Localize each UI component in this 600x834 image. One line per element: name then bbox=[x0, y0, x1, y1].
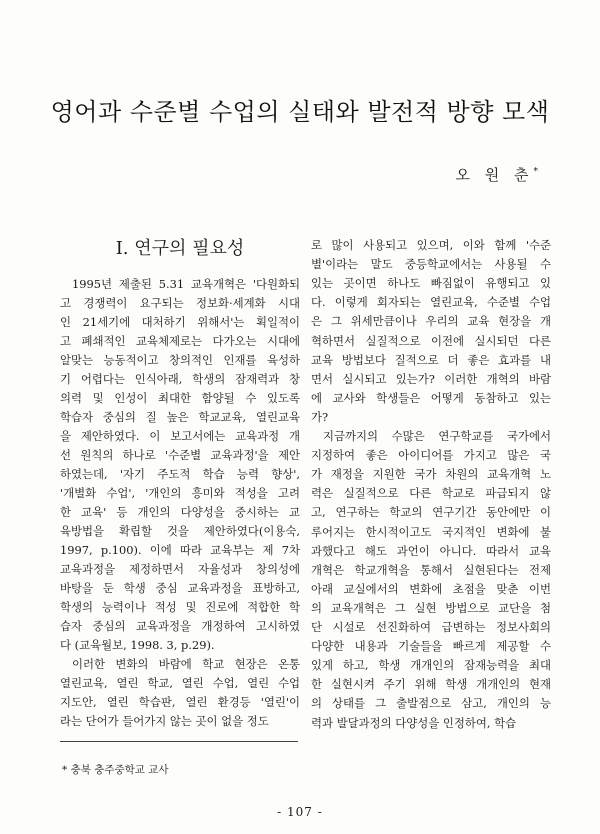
text-line: 교육 방법보다 질적으로 더 좋은 효과를 내 bbox=[311, 352, 551, 367]
text-line: 은 그 위세만큼이나 우리의 교육 현장을 개 bbox=[311, 314, 551, 329]
text-line: 의력 및 인성이 최대한 함양될 수 있도록 bbox=[60, 391, 300, 405]
text-line: 가 재정을 지원한 국가 차원의 교육개혁 노 bbox=[311, 467, 551, 482]
text-line: 별'이라는 말도 중등학교에서는 사용될 수 bbox=[311, 257, 551, 272]
text-line: 다양한 내용과 기술들을 빠르게 제공할 수 bbox=[311, 639, 551, 654]
text-line: 루어지는 한시적이고도 국지적인 변화에 불 bbox=[311, 524, 551, 539]
text-line: 바탕을 둔 학생 중심 교육과정을 표방하고, bbox=[60, 581, 300, 595]
footnote: * 충북 충주중학교 교사 bbox=[62, 764, 169, 776]
text-line: 라는 단어가 들어가지 않는 곳이 없을 정도 bbox=[60, 714, 269, 728]
page-title: 영어과 수준별 수업의 실태와 발전적 방향 모색 bbox=[50, 98, 550, 126]
text-line: 을 제안하였다. 이 보고서에는 교육과정 개 bbox=[60, 429, 300, 443]
text-line: 선 원칙의 하나로 '수준별 교육과정'을 제안 bbox=[60, 448, 300, 462]
text-line: 육방법을 확립할 것을 제안하였다(이용숙, bbox=[60, 524, 300, 538]
text-line: 있는 곳이면 하나도 빠짐없이 유행되고 있 bbox=[311, 276, 551, 291]
text-line: 인 21세기에 대처하기 위해서'는 획일적이 bbox=[60, 315, 300, 329]
text-line: 고 경쟁력이 요구되는 정보화·세계화 시대 bbox=[60, 296, 300, 310]
text-line: 있게 하고, 학생 개개인의 잠재능력을 최대 bbox=[311, 658, 551, 673]
text-line: 고 폐쇄적인 교육체제로는 다가오는 시대에 bbox=[60, 334, 300, 348]
text-line: 면서 실시되고 있는가? 이러한 개혁의 바람 bbox=[311, 371, 551, 386]
text-line: 다 (교육월보, 1998. 3, p.29). bbox=[60, 638, 215, 652]
text-line: '개별화 수업', '개인의 흥미와 적성을 고려 bbox=[60, 486, 300, 500]
text-line: 단 시설로 선진화하여 급변하는 정보사회의 bbox=[311, 620, 551, 634]
page-number: - 107 - bbox=[277, 805, 323, 819]
text-line: 력은 실질적으로 다른 학교로 파급되지 않 bbox=[311, 486, 551, 501]
text-line: 로 많이 사용되고 있으며, 이와 함께 '수준 bbox=[311, 238, 551, 252]
text-line: 고, 연구하는 학교의 연구기간 동안에만 이 bbox=[311, 505, 551, 520]
text-line: 지정하여 좋은 아이디어를 가지고 많은 국 bbox=[311, 448, 551, 463]
text-line: 학습자 중심의 질 높은 학교교육, 열린교육 bbox=[60, 410, 300, 424]
text-line: 교육과정을 제정하면서 자율성과 창의성에 bbox=[60, 562, 300, 576]
text-line: 혁하면서 실질적으로 이전에 실시되던 다른 bbox=[311, 333, 551, 348]
author-text: 오 원 춘 bbox=[455, 166, 534, 184]
section-heading: Ⅰ. 연구의 필요성 bbox=[115, 238, 245, 259]
text-line: 이러한 변화의 바람에 학교 현장은 온통 bbox=[72, 657, 300, 671]
text-line: 습자 중심의 교육과정을 개정하여 고시하였 bbox=[60, 619, 300, 633]
text-line: 지금까지의 수많은 연구학교를 국가에서 bbox=[323, 429, 551, 443]
text-line: 다. 이렇게 회자되는 열린교육, 수준별 수업 bbox=[311, 295, 551, 310]
text-line: 아래 교실에서의 변화에 초점을 맞춘 이번 bbox=[311, 581, 551, 596]
text-line: 한 실현시켜 주기 위해 학생 개개인의 현재 bbox=[311, 677, 551, 692]
text-line: 의 교육개혁은 그 실현 방법으로 교단을 첨 bbox=[311, 600, 551, 615]
text-line: 에 교사와 학생들은 어떻게 동참하고 있는 bbox=[311, 390, 551, 405]
text-line: 열린교육, 열린 학교, 열린 수업, 열린 수업 bbox=[60, 676, 300, 690]
text-line: 1995년 제출된 5.31 교육개혁은 '다원화되 bbox=[72, 277, 300, 291]
footnote-rule bbox=[60, 741, 298, 742]
text-line: 기 어렵다는 인식아래, 학생의 잠재력과 창 bbox=[60, 372, 300, 386]
text-line: 하였는데, '자기 주도적 학습 능력 향상', bbox=[60, 467, 300, 481]
text-line: 의 상태를 그 출발점으로 삼고, 개인의 능 bbox=[311, 696, 551, 711]
author-footnote-mark: * bbox=[533, 167, 538, 177]
text-line: 한 교육' 등 개인의 다양성을 중시하는 교 bbox=[60, 505, 300, 519]
text-line: 개혁은 학교개혁을 통해서 실현된다는 전제 bbox=[311, 562, 551, 577]
text-line: 가? bbox=[311, 409, 329, 424]
text-line: 지도안, 열린 학습판, 열린 환경등 '열린'이 bbox=[60, 695, 300, 709]
text-line: 력과 발달과정의 다양성을 인정하여, 학습 bbox=[311, 715, 517, 730]
text-line: 과했다고 해도 과언이 아니다. 따라서 교육 bbox=[311, 543, 551, 558]
text-line: 학생의 능력이나 적성 및 진로에 적합한 학 bbox=[60, 600, 300, 614]
text-line: 1997, p.100). 이에 따라 교육부는 제 7차 bbox=[60, 543, 300, 557]
text-line: 알맞는 능동적이고 창의적인 인재를 육성하 bbox=[60, 353, 300, 367]
author-name bbox=[455, 164, 538, 185]
